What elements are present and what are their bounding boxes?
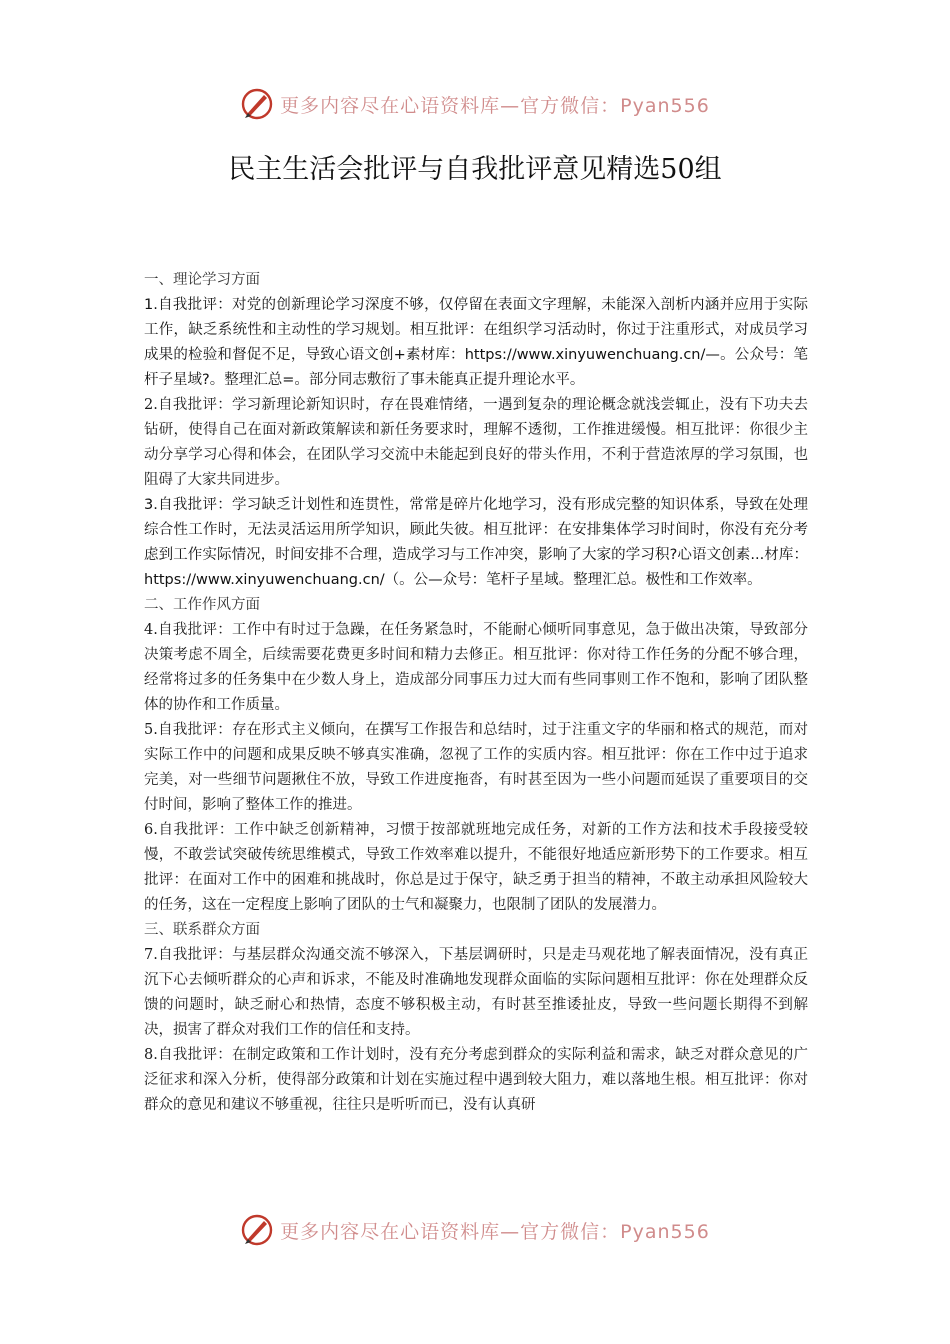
footer-watermark-banner — [0, 1210, 950, 1250]
criticism-paragraph: 5.自我批评：存在形式主义倾向，在撰写工作报告和总结时，过于注重文字的华丽和格式的规范，而对实际工作中的问题和成果反映不够真实准确，忽视了工作的实质内容。相互批评：你在工作中过于追求完美，对一些细节问题揪住不放，导致工作进度拖沓，有时甚至因为一些小问题而延误了重要项目的交付时间，影响了整体工作的推进。 — [144, 722, 808, 813]
section-heading: 三、联系群众方面 — [144, 922, 260, 938]
pen-circle-logo-icon — [240, 1213, 274, 1247]
criticism-paragraph: 3.自我批评：学习缺乏计划性和连贯性，常常是碎片化地学习，没有形成完整的知识体系，导致在处理综合性工作时，无法灵活运用所学知识，顾此失彼。相互批评：在安排集体学习时间时，你没有充分考虑到工作实际情况，时间安排不合理，造成学习与工作冲突，影响了大家的学习积?心语文创素...材库：https://www.xinyuwenchuang.cn/（。公—众号：笔杆子星域。整理汇总。极性和工作效率。 — [144, 497, 808, 588]
criticism-paragraph: 2.自我批评：学习新理论新知识时，存在畏难情绪，一遇到复杂的理论概念就浅尝辄止，没有下功夫去钻研，使得自己在面对新政策解读和新任务要求时，理解不透彻，工作推进缓慢。相互批评：你很少主动分享学习心得和体会，在团队学习交流中未能起到良好的带头作用，不利于营造浓厚的学习氛围，也阻碍了大家共同进步。 — [144, 397, 808, 488]
document-body — [144, 268, 808, 1193]
criticism-paragraph: 6.自我批评：工作中缺乏创新精神，习惯于按部就班地完成任务，对新的工作方法和技术手段接受较慢，不敢尝试突破传统思维模式，导致工作效率难以提升，不能很好地适应新形势下的工作要求。相互批评：在面对工作中的困难和挑战时，你总是过于保守，缺乏勇于担当的精神，不敢主动承担风险较大的任务，这在一定程度上影响了团队的士气和凝聚力，也限制了团队的发展潜力。 — [144, 822, 808, 913]
section-heading: 一、理论学习方面 — [144, 272, 260, 288]
criticism-paragraph: 1.自我批评：对党的创新理论学习深度不够，仅停留在表面文字理解，未能深入剖析内涵并应用于实际工作，缺乏系统性和主动性的学习规划。相互批评：在组织学习活动时，你过于注重形式，对成员学习成果的检验和督促不足，导致心语文创+素材库：https://www.xinyuwenchuang.cn/—。公众号：笔杆子星域?。整理汇总=。部分同志敷衍了事未能真正提升理论水平。 — [144, 297, 808, 388]
watermark-text: 更多内容尽在心语资料库—官方微信：Pyan556 — [280, 1220, 710, 1243]
page-title: 民主生活会批评与自我批评意见精选50组 — [228, 154, 722, 185]
section-heading: 二、工作作风方面 — [144, 597, 260, 613]
header-watermark-banner — [0, 84, 950, 124]
criticism-paragraph: 7.自我批评：与基层群众沟通交流不够深入，下基层调研时，只是走马观花地了解表面情况，没有真正沉下心去倾听群众的心声和诉求，不能及时准确地发现群众面临的实际问题相互批评：你在处理群众反馈的问题时，缺乏耐心和热情，态度不够积极主动，有时甚至推诿扯皮，导致一些问题长期得不到解决，损害了群众对我们工作的信任和支持。 — [144, 947, 808, 1038]
criticism-paragraph: 8.自我批评：在制定政策和工作计划时，没有充分考虑到群众的实际利益和需求，缺乏对群众意见的广泛征求和深入分析，使得部分政策和计划在实施过程中遇到较大阻力，难以落地生根。相互批评：你对群众的意见和建议不够重视，往往只是听听而已，没有认真研 — [144, 1047, 808, 1113]
criticism-paragraph: 4.自我批评：工作中有时过于急躁，在任务紧急时，不能耐心倾听同事意见，急于做出决策，导致部分决策考虑不周全，后续需要花费更多时间和精力去修正。相互批评：你对待工作任务的分配不够合理，经常将过多的任务集中在少数人身上，造成部分同事压力过大而有些同事则工作不饱和，影响了团队整体的协作和工作质量。 — [144, 622, 808, 713]
pen-circle-logo-icon — [240, 87, 274, 121]
watermark-text: 更多内容尽在心语资料库—官方微信：Pyan556 — [280, 94, 710, 117]
